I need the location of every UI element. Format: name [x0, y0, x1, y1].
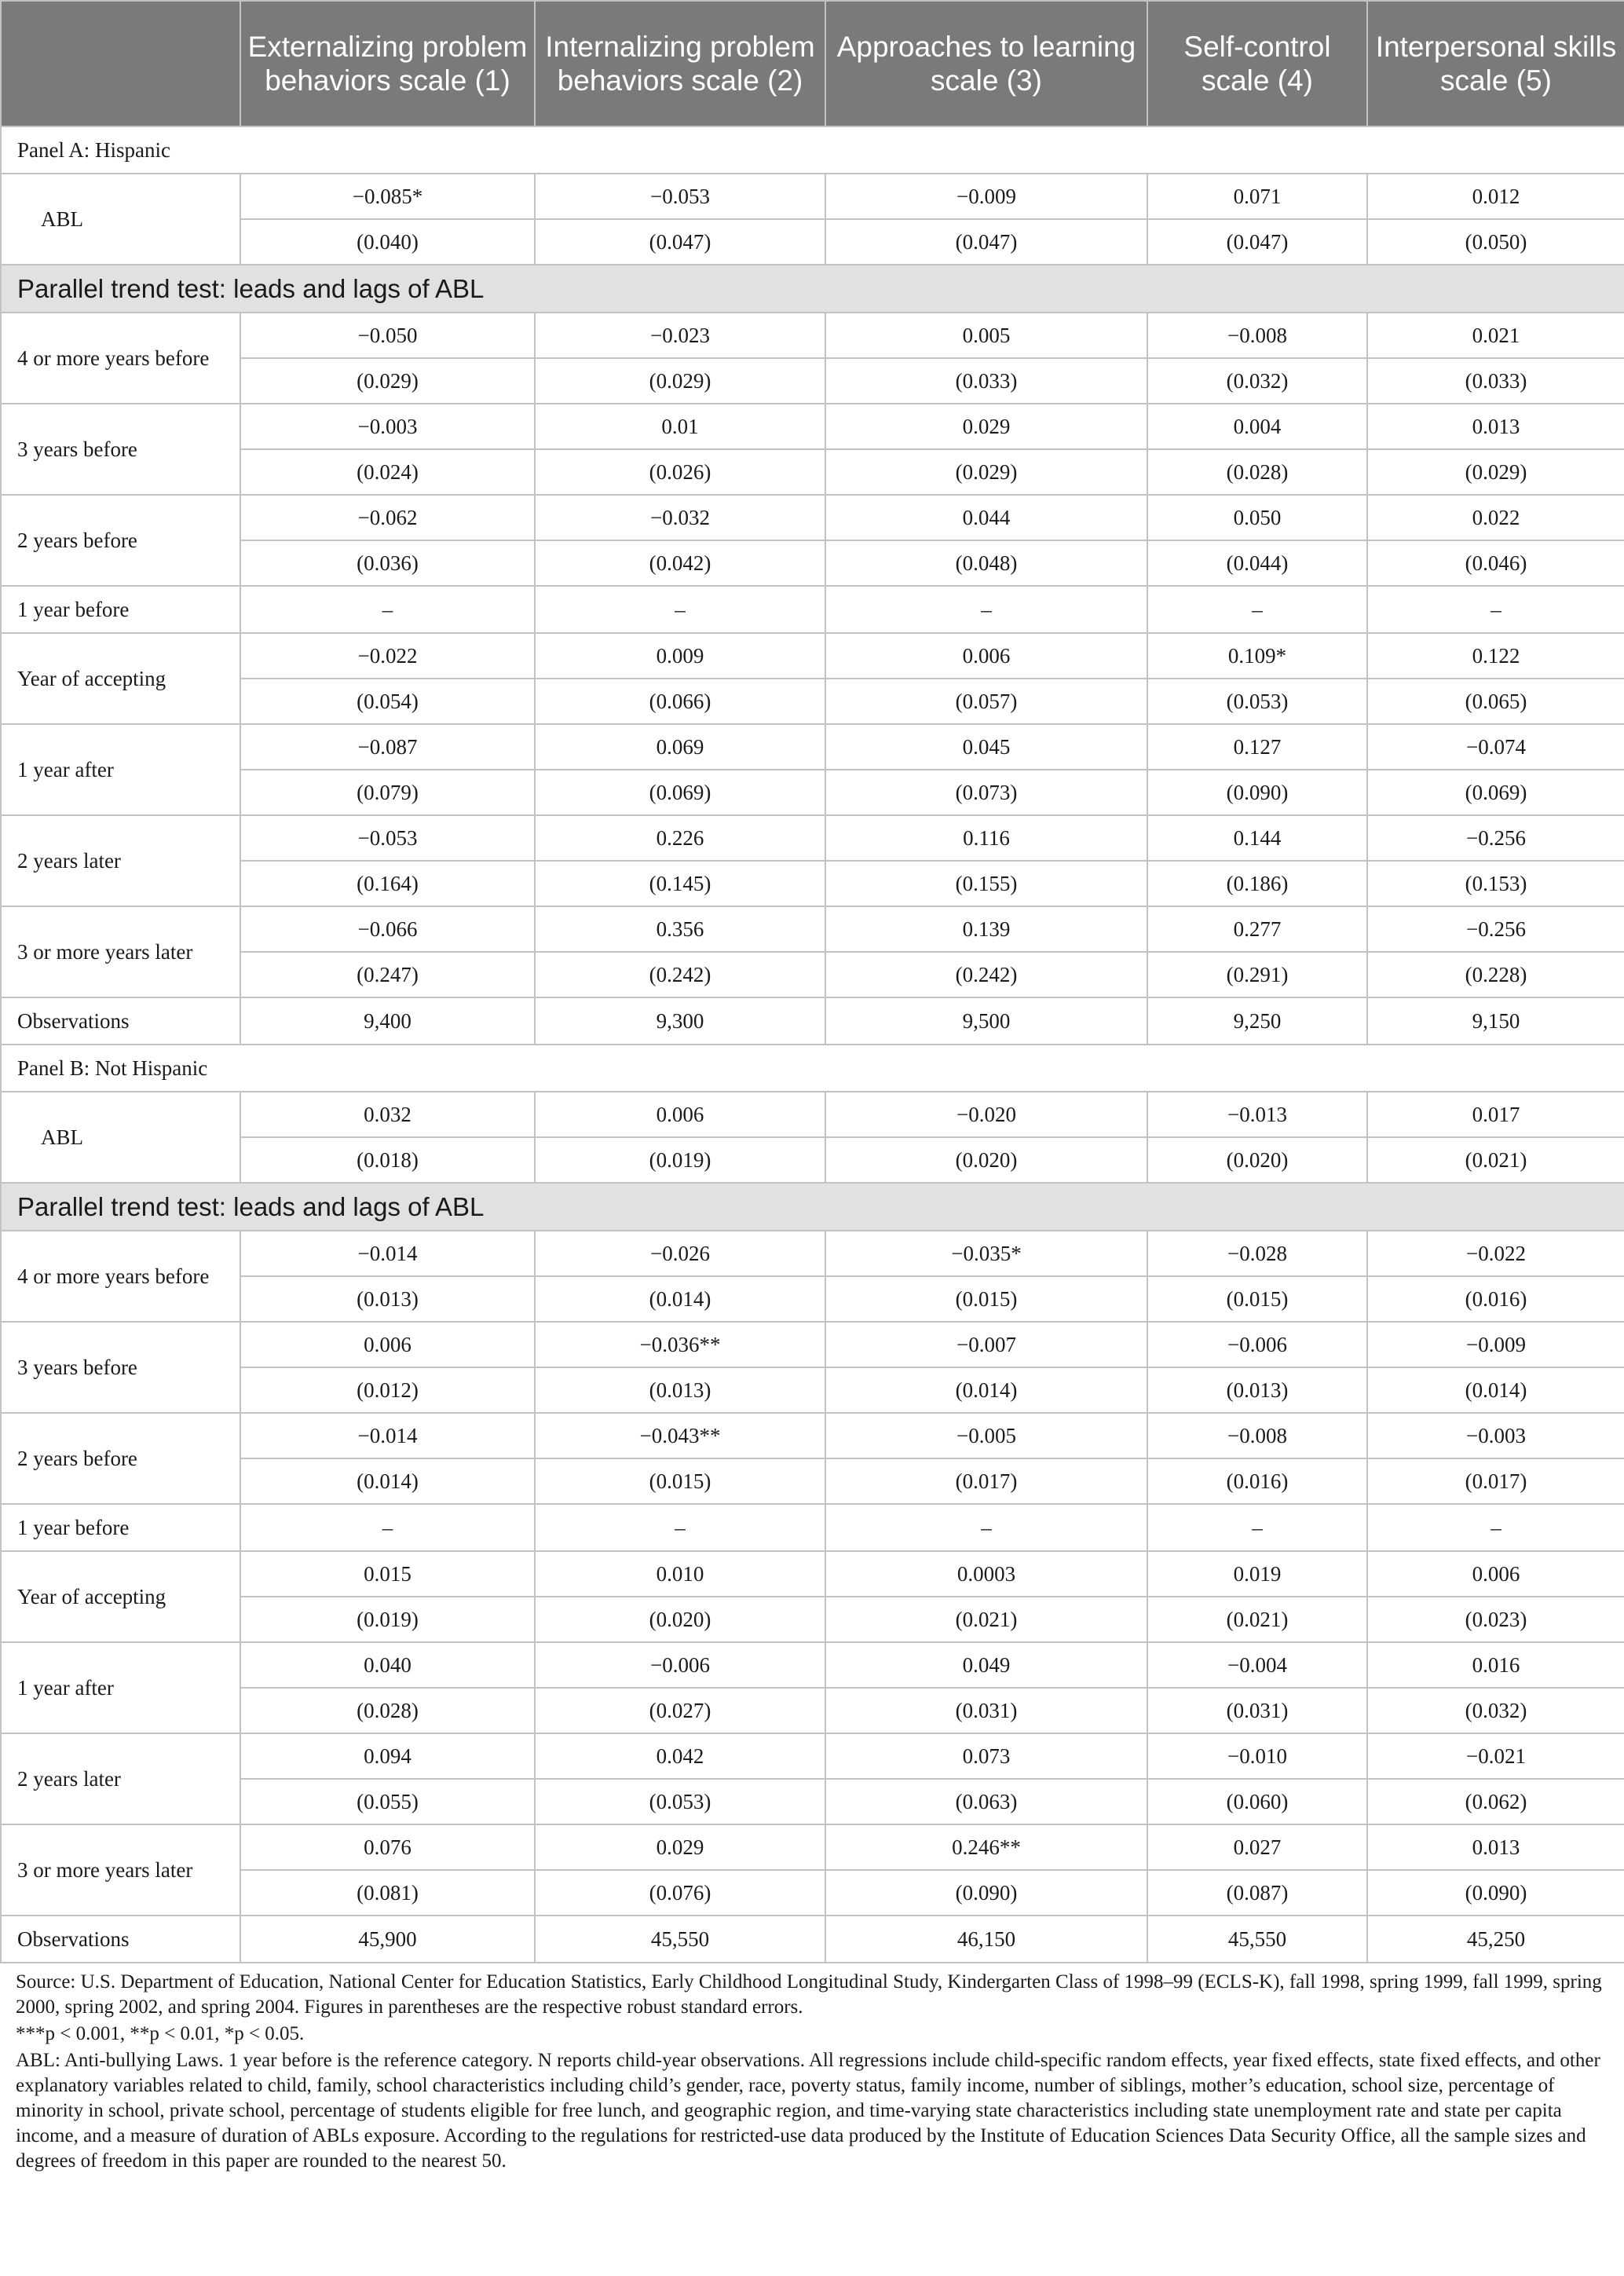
coefficient-cell: −0.043** — [535, 1413, 825, 1458]
coefficient-cell: 9,400 — [240, 997, 535, 1045]
trend-se-row — [1, 358, 1624, 404]
standard-error-cell: (0.047) — [1147, 219, 1367, 265]
panel-title-row — [1, 126, 1624, 174]
standard-error-cell: (0.063) — [825, 1779, 1147, 1824]
trend-coef-row — [1, 495, 1624, 540]
standard-error-cell: (0.048) — [825, 540, 1147, 586]
coefficient-cell: −0.003 — [240, 404, 535, 449]
trend-coef-row — [1, 1322, 1624, 1367]
coefficient-cell: 45,250 — [1367, 1916, 1624, 1963]
header-interpersonal: Interpersonal skills scale (5) — [1367, 1, 1624, 126]
coefficient-cell: – — [240, 586, 535, 633]
table-body — [1, 126, 1624, 1963]
trend-se-row — [1, 1688, 1624, 1733]
row-label: 1 year before — [1, 586, 240, 633]
standard-error-cell: (0.020) — [535, 1597, 825, 1642]
standard-error-cell: (0.013) — [1147, 1367, 1367, 1413]
coefficient-cell: – — [1367, 1504, 1624, 1551]
coefficient-cell: 45,900 — [240, 1916, 535, 1963]
standard-error-cell: (0.073) — [825, 770, 1147, 815]
coefficient-cell: 0.042 — [535, 1733, 825, 1779]
standard-error-cell: (0.029) — [240, 358, 535, 404]
coefficient-cell: 45,550 — [535, 1916, 825, 1963]
standard-error-cell: (0.015) — [535, 1458, 825, 1504]
standard-error-cell: (0.026) — [535, 449, 825, 495]
standard-error-cell: (0.242) — [535, 952, 825, 997]
row-label: 1 year after — [1, 724, 240, 815]
abl-se-row — [1, 219, 1624, 265]
standard-error-cell: (0.065) — [1367, 679, 1624, 724]
row-label: Observations — [1, 1916, 240, 1963]
trend-se-row — [1, 1870, 1624, 1916]
coefficient-cell: – — [825, 586, 1147, 633]
row-label: 4 or more years before — [1, 1231, 240, 1322]
trend-se-row — [1, 770, 1624, 815]
coefficient-cell: −0.009 — [825, 174, 1147, 219]
trend-coef-row — [1, 1824, 1624, 1870]
row-label: 3 or more years later — [1, 1824, 240, 1916]
standard-error-cell: (0.044) — [1147, 540, 1367, 586]
coefficient-cell: −0.028 — [1147, 1231, 1367, 1276]
header-internalizing: Internalizing problem behaviors scale (2) — [535, 1, 825, 126]
coefficient-cell: 0.226 — [535, 815, 825, 861]
standard-error-cell: (0.076) — [535, 1870, 825, 1916]
table-notes — [0, 1963, 1624, 2174]
standard-error-cell: (0.081) — [240, 1870, 535, 1916]
coefficient-cell: −0.087 — [240, 724, 535, 770]
standard-error-cell: (0.019) — [240, 1597, 535, 1642]
row-label: 2 years before — [1, 495, 240, 586]
standard-error-cell: (0.029) — [535, 358, 825, 404]
coefficient-cell: 0.006 — [825, 633, 1147, 679]
standard-error-cell: (0.019) — [535, 1137, 825, 1183]
trend-se-row — [1, 1597, 1624, 1642]
trend-coef-row — [1, 404, 1624, 449]
coefficient-cell: 0.109* — [1147, 633, 1367, 679]
coefficient-cell: −0.003 — [1367, 1413, 1624, 1458]
standard-error-cell: (0.020) — [825, 1137, 1147, 1183]
standard-error-cell: (0.087) — [1147, 1870, 1367, 1916]
coefficient-cell: 0.094 — [240, 1733, 535, 1779]
coefficient-cell: 0.013 — [1367, 1824, 1624, 1870]
coefficient-cell: 0.0003 — [825, 1551, 1147, 1597]
standard-error-cell: (0.060) — [1147, 1779, 1367, 1824]
coefficient-cell: 9,500 — [825, 997, 1147, 1045]
coefficient-cell: – — [535, 586, 825, 633]
trend-coef-row — [1, 1413, 1624, 1458]
coefficient-cell: −0.053 — [240, 815, 535, 861]
coefficient-cell: 9,300 — [535, 997, 825, 1045]
standard-error-cell: (0.291) — [1147, 952, 1367, 997]
standard-error-cell: (0.015) — [825, 1276, 1147, 1322]
coefficient-cell: −0.256 — [1367, 906, 1624, 952]
row-label: Year of accepting — [1, 1551, 240, 1642]
notes-abl: ABL: Anti-bullying Laws. 1 year before is the reference category. N reports child-year observations. All regressions include child-specific random effects, year fixed effects, state fixed effects, and other explanatory variables related to child, family, school characteristics including child’s gender, race, poverty status, family income, number of siblings, mother’s education, school size, percentage of minority in school, private school, percentage of students eligible for free lunch, and geographic region, and time-varying state characteristics including state unemployment rate and state per capita income, and a measure of duration of ABLs exposure. According to the regulations for restricted-use data produced by the Institute of Education Sciences Data Security Office, all the sample sizes and degrees of freedom in this paper are rounded to the nearest 50. — [16, 2050, 1600, 2172]
coefficient-cell: −0.074 — [1367, 724, 1624, 770]
standard-error-cell: (0.031) — [825, 1688, 1147, 1733]
coefficient-cell: – — [1147, 586, 1367, 633]
coefficient-cell: −0.066 — [240, 906, 535, 952]
row-label: 2 years before — [1, 1413, 240, 1504]
standard-error-cell: (0.028) — [1147, 449, 1367, 495]
trend-se-row — [1, 1779, 1624, 1824]
standard-error-cell: (0.014) — [1367, 1367, 1624, 1413]
coefficient-cell: 0.009 — [535, 633, 825, 679]
standard-error-cell: (0.042) — [535, 540, 825, 586]
standard-error-cell: (0.032) — [1367, 1688, 1624, 1733]
coefficient-cell: 0.144 — [1147, 815, 1367, 861]
coefficient-cell: 0.029 — [825, 404, 1147, 449]
coefficient-cell: 0.021 — [1367, 313, 1624, 358]
standard-error-cell: (0.069) — [1367, 770, 1624, 815]
row-label: 2 years later — [1, 1733, 240, 1824]
row-label: 2 years later — [1, 815, 240, 906]
standard-error-cell: (0.145) — [535, 861, 825, 906]
standard-error-cell: (0.036) — [240, 540, 535, 586]
coefficient-cell: −0.062 — [240, 495, 535, 540]
trend-se-row — [1, 449, 1624, 495]
coefficient-cell: 0.040 — [240, 1642, 535, 1688]
trend-coef-row — [1, 997, 1624, 1045]
coefficient-cell: 0.015 — [240, 1551, 535, 1597]
coefficient-cell: −0.010 — [1147, 1733, 1367, 1779]
trend-title: Parallel trend test: leads and lags of ABL — [1, 265, 1624, 313]
panel-title: Panel A: Hispanic — [1, 126, 1624, 174]
standard-error-cell: (0.090) — [1367, 1870, 1624, 1916]
standard-error-cell: (0.015) — [1147, 1276, 1367, 1322]
trend-se-row — [1, 540, 1624, 586]
row-label: 3 years before — [1, 1322, 240, 1413]
standard-error-cell: (0.013) — [240, 1276, 535, 1322]
coefficient-cell: −0.008 — [1147, 313, 1367, 358]
coefficient-cell: – — [825, 1504, 1147, 1551]
coefficient-cell: 9,250 — [1147, 997, 1367, 1045]
coefficient-cell: 0.019 — [1147, 1551, 1367, 1597]
trend-se-row — [1, 861, 1624, 906]
standard-error-cell: (0.090) — [1147, 770, 1367, 815]
trend-se-row — [1, 1458, 1624, 1504]
trend-coef-row — [1, 1733, 1624, 1779]
coefficient-cell: 0.127 — [1147, 724, 1367, 770]
trend-title: Parallel trend test: leads and lags of ABL — [1, 1183, 1624, 1231]
header-approaches: Approaches to learning scale (3) — [825, 1, 1147, 126]
header-row — [1, 1, 1624, 126]
header-empty — [1, 1, 240, 126]
standard-error-cell: (0.066) — [535, 679, 825, 724]
coefficient-cell: – — [240, 1504, 535, 1551]
coefficient-cell: −0.023 — [535, 313, 825, 358]
row-label: 1 year before — [1, 1504, 240, 1551]
standard-error-cell: (0.018) — [240, 1137, 535, 1183]
coefficient-cell: 0.076 — [240, 1824, 535, 1870]
standard-error-cell: (0.012) — [240, 1367, 535, 1413]
coefficient-cell: 0.004 — [1147, 404, 1367, 449]
coefficient-cell: 0.01 — [535, 404, 825, 449]
coefficient-cell: −0.008 — [1147, 1413, 1367, 1458]
coefficient-cell: −0.032 — [535, 495, 825, 540]
coefficient-cell: – — [535, 1504, 825, 1551]
coefficient-cell: −0.035* — [825, 1231, 1147, 1276]
coefficient-cell: 0.010 — [535, 1551, 825, 1597]
standard-error-cell: (0.153) — [1367, 861, 1624, 906]
coefficient-cell: −0.006 — [535, 1642, 825, 1688]
coefficient-cell: 0.050 — [1147, 495, 1367, 540]
trend-coef-row — [1, 586, 1624, 633]
row-label: 4 or more years before — [1, 313, 240, 404]
coefficient-cell: 0.005 — [825, 313, 1147, 358]
standard-error-cell: (0.016) — [1147, 1458, 1367, 1504]
coefficient-cell: 0.049 — [825, 1642, 1147, 1688]
standard-error-cell: (0.047) — [825, 219, 1147, 265]
coefficient-cell: 0.356 — [535, 906, 825, 952]
coefficient-cell: 0.073 — [825, 1733, 1147, 1779]
standard-error-cell: (0.021) — [1147, 1597, 1367, 1642]
coefficient-cell: 0.027 — [1147, 1824, 1367, 1870]
coefficient-cell: −0.007 — [825, 1322, 1147, 1367]
trend-se-row — [1, 679, 1624, 724]
trend-se-row — [1, 1276, 1624, 1322]
standard-error-cell: (0.014) — [825, 1367, 1147, 1413]
standard-error-cell: (0.047) — [535, 219, 825, 265]
standard-error-cell: (0.055) — [240, 1779, 535, 1824]
coefficient-cell: 0.116 — [825, 815, 1147, 861]
coefficient-cell: −0.021 — [1367, 1733, 1624, 1779]
coefficient-cell: 0.013 — [1367, 404, 1624, 449]
coefficient-cell: 9,150 — [1367, 997, 1624, 1045]
standard-error-cell: (0.050) — [1367, 219, 1624, 265]
standard-error-cell: (0.014) — [240, 1458, 535, 1504]
coefficient-cell: −0.050 — [240, 313, 535, 358]
standard-error-cell: (0.062) — [1367, 1779, 1624, 1824]
standard-error-cell: (0.023) — [1367, 1597, 1624, 1642]
coefficient-cell: −0.022 — [1367, 1231, 1624, 1276]
coefficient-cell: −0.085* — [240, 174, 535, 219]
coefficient-cell: 45,550 — [1147, 1916, 1367, 1963]
coefficient-cell: −0.022 — [240, 633, 535, 679]
standard-error-cell: (0.069) — [535, 770, 825, 815]
row-label: 3 or more years later — [1, 906, 240, 997]
header-externalizing: Externalizing problem behaviors scale (1) — [240, 1, 535, 126]
standard-error-cell: (0.079) — [240, 770, 535, 815]
coefficient-cell: −0.014 — [240, 1231, 535, 1276]
row-label: ABL — [1, 1092, 240, 1183]
coefficient-cell: 0.045 — [825, 724, 1147, 770]
standard-error-cell: (0.186) — [1147, 861, 1367, 906]
coefficient-cell: −0.009 — [1367, 1322, 1624, 1367]
standard-error-cell: (0.027) — [535, 1688, 825, 1733]
standard-error-cell: (0.090) — [825, 1870, 1147, 1916]
coefficient-cell: −0.020 — [825, 1092, 1147, 1137]
row-label: 3 years before — [1, 404, 240, 495]
standard-error-cell: (0.054) — [240, 679, 535, 724]
coefficient-cell: −0.005 — [825, 1413, 1147, 1458]
trend-coef-row — [1, 724, 1624, 770]
panel-title: Panel B: Not Hispanic — [1, 1045, 1624, 1092]
standard-error-cell: (0.155) — [825, 861, 1147, 906]
trend-title-row — [1, 1183, 1624, 1231]
standard-error-cell: (0.057) — [825, 679, 1147, 724]
coefficient-cell: −0.013 — [1147, 1092, 1367, 1137]
standard-error-cell: (0.053) — [1147, 679, 1367, 724]
trend-coef-row — [1, 1916, 1624, 1963]
coefficient-cell: 0.122 — [1367, 633, 1624, 679]
notes-source: Source: U.S. Department of Education, National Center for Education Statistics, Early Childhood Longitudinal Study, Kindergarten Class of 1998–99 (ECLS-K), fall 1998, spring 1999, fall 1999, spring 2000, spring 2002, and spring 2004. Figures in parentheses are the respective robust standard errors. — [16, 1971, 1602, 2018]
coefficient-cell: 0.044 — [825, 495, 1147, 540]
coefficient-cell: 0.006 — [535, 1092, 825, 1137]
standard-error-cell: (0.013) — [535, 1367, 825, 1413]
coefficient-cell: −0.256 — [1367, 815, 1624, 861]
row-label: Observations — [1, 997, 240, 1045]
trend-coef-row — [1, 1504, 1624, 1551]
panel-title-row — [1, 1045, 1624, 1092]
standard-error-cell: (0.053) — [535, 1779, 825, 1824]
coefficient-cell: 0.017 — [1367, 1092, 1624, 1137]
trend-se-row — [1, 952, 1624, 997]
abl-coef-row — [1, 1092, 1624, 1137]
standard-error-cell: (0.021) — [1367, 1137, 1624, 1183]
coefficient-cell: 0.139 — [825, 906, 1147, 952]
row-label: 1 year after — [1, 1642, 240, 1733]
trend-title-row — [1, 265, 1624, 313]
standard-error-cell: (0.020) — [1147, 1137, 1367, 1183]
coefficient-cell: 0.012 — [1367, 174, 1624, 219]
standard-error-cell: (0.016) — [1367, 1276, 1624, 1322]
row-label: ABL — [1, 174, 240, 265]
standard-error-cell: (0.024) — [240, 449, 535, 495]
standard-error-cell: (0.032) — [1147, 358, 1367, 404]
standard-error-cell: (0.046) — [1367, 540, 1624, 586]
notes-significance: ***p < 0.001, **p < 0.01, *p < 0.05. — [16, 2023, 305, 2044]
coefficient-cell: 0.006 — [1367, 1551, 1624, 1597]
coefficient-cell: −0.004 — [1147, 1642, 1367, 1688]
trend-coef-row — [1, 1551, 1624, 1597]
abl-coef-row — [1, 174, 1624, 219]
standard-error-cell: (0.164) — [240, 861, 535, 906]
standard-error-cell: (0.029) — [825, 449, 1147, 495]
coefficient-cell: −0.026 — [535, 1231, 825, 1276]
trend-coef-row — [1, 1642, 1624, 1688]
trend-coef-row — [1, 1231, 1624, 1276]
coefficient-cell: −0.036** — [535, 1322, 825, 1367]
standard-error-cell: (0.021) — [825, 1597, 1147, 1642]
coefficient-cell: 46,150 — [825, 1916, 1147, 1963]
coefficient-cell: – — [1147, 1504, 1367, 1551]
standard-error-cell: (0.031) — [1147, 1688, 1367, 1733]
row-label: Year of accepting — [1, 633, 240, 724]
standard-error-cell: (0.040) — [240, 219, 535, 265]
coefficient-cell: 0.022 — [1367, 495, 1624, 540]
coefficient-cell: 0.071 — [1147, 174, 1367, 219]
coefficient-cell: 0.069 — [535, 724, 825, 770]
trend-coef-row — [1, 633, 1624, 679]
header-self-control: Self-control scale (4) — [1147, 1, 1367, 126]
standard-error-cell: (0.017) — [1367, 1458, 1624, 1504]
coefficient-cell: −0.014 — [240, 1413, 535, 1458]
standard-error-cell: (0.028) — [240, 1688, 535, 1733]
standard-error-cell: (0.017) — [825, 1458, 1147, 1504]
standard-error-cell: (0.033) — [825, 358, 1147, 404]
standard-error-cell: (0.242) — [825, 952, 1147, 997]
standard-error-cell: (0.228) — [1367, 952, 1624, 997]
trend-coef-row — [1, 815, 1624, 861]
coefficient-cell: −0.006 — [1147, 1322, 1367, 1367]
standard-error-cell: (0.029) — [1367, 449, 1624, 495]
trend-coef-row — [1, 313, 1624, 358]
coefficient-cell: 0.006 — [240, 1322, 535, 1367]
standard-error-cell: (0.033) — [1367, 358, 1624, 404]
trend-se-row — [1, 1367, 1624, 1413]
standard-error-cell: (0.014) — [535, 1276, 825, 1322]
coefficient-cell: 0.277 — [1147, 906, 1367, 952]
standard-error-cell: (0.247) — [240, 952, 535, 997]
coefficient-cell: 0.029 — [535, 1824, 825, 1870]
coefficient-cell: 0.246** — [825, 1824, 1147, 1870]
coefficient-cell: 0.016 — [1367, 1642, 1624, 1688]
coefficient-cell: −0.053 — [535, 174, 825, 219]
coefficient-cell: – — [1367, 586, 1624, 633]
trend-coef-row — [1, 906, 1624, 952]
coefficient-cell: 0.032 — [240, 1092, 535, 1137]
abl-se-row — [1, 1137, 1624, 1183]
